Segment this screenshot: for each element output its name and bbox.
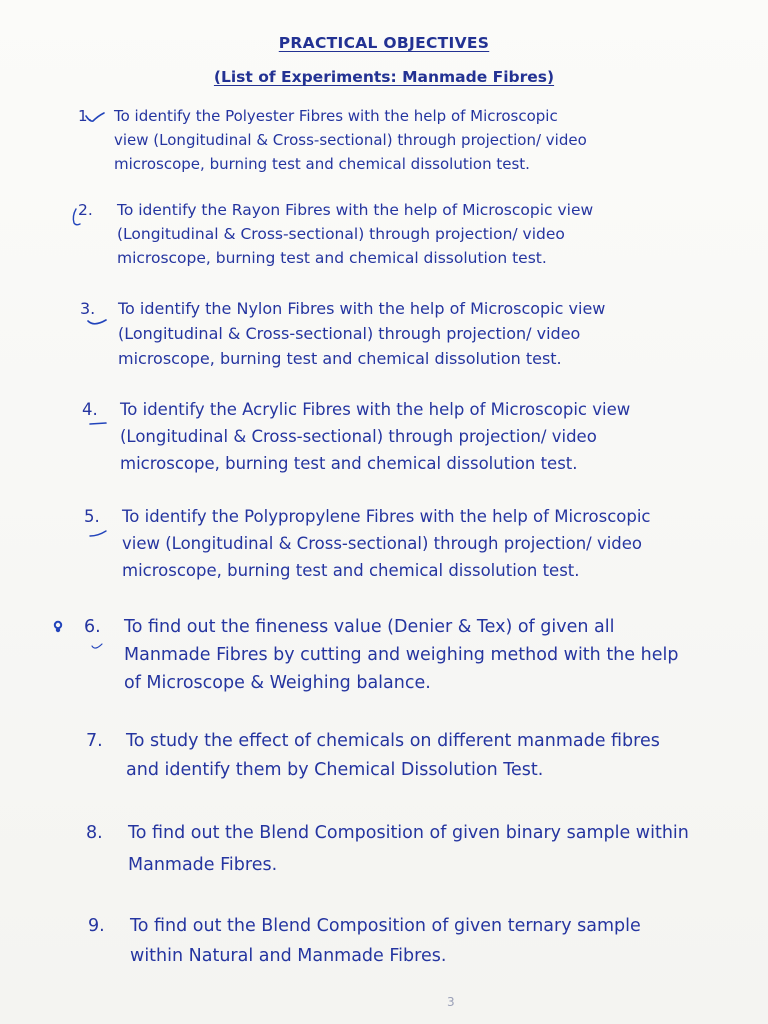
page-title: PRACTICAL OBJECTIVES [278, 34, 490, 52]
item-line: microscope, burning test and chemical dissolution test. [114, 155, 530, 173]
item-number: 6. [84, 617, 101, 637]
item-line: Manmade Fibres. [128, 855, 278, 875]
item-line: (Longitudinal & Cross-sectional) through projection/ video [117, 225, 565, 243]
check-mark-icon [88, 528, 110, 540]
item-line: To identify the Rayon Fibres with the help of Microscopic view [117, 201, 594, 219]
check-mark-icon [84, 110, 106, 124]
item-line: Manmade Fibres by cutting and weighing method with the help [124, 645, 679, 665]
item-line: To identify the Nylon Fibres with the help of Microscopic view [118, 299, 606, 318]
item-number: 1. [78, 107, 93, 125]
item-line: To identify the Polyester Fibres with the help of Microscopic [114, 107, 558, 125]
item-line: microscope, burning test and chemical dissolution test. [117, 249, 547, 267]
check-mark-icon [70, 206, 88, 228]
item-line: view (Longitudinal & Cross-sectional) through projection/ video [114, 131, 587, 149]
page-subtitle: (List of Experiments: Manmade Fibres) [213, 68, 555, 86]
item-number: 4. [82, 400, 98, 419]
item-line: microscope, burning test and chemical dissolution test. [120, 454, 578, 473]
check-mark-icon [88, 418, 110, 428]
page-number: 3 [447, 995, 455, 1009]
item-line: To identify the Polypropylene Fibres with the help of Microscopic [122, 507, 651, 526]
item-number: 5. [84, 507, 100, 526]
item-line: To find out the Blend Composition of given ternary sample [130, 916, 641, 936]
item-line: (Longitudinal & Cross-sectional) through projection/ video [118, 324, 581, 343]
item-line: microscope, burning test and chemical dissolution test. [122, 561, 580, 580]
item-line: of Microscope & Weighing balance. [124, 673, 431, 693]
item-number: 3. [80, 299, 96, 318]
item-line: To find out the fineness value (Denier & Tex) of given all [124, 617, 615, 637]
item-line: view (Longitudinal & Cross-sectional) through projection/ video [122, 534, 643, 553]
pen-mark-icon [52, 620, 64, 634]
item-number: 8. [86, 823, 103, 843]
item-line: within Natural and Manmade Fibres. [130, 946, 447, 966]
item-number: 7. [86, 731, 103, 751]
item-line: microscope, burning test and chemical dissolution test. [118, 349, 562, 368]
check-mark-icon [90, 642, 104, 652]
item-line: (Longitudinal & Cross-sectional) through projection/ video [120, 427, 597, 446]
item-line: To study the effect of chemicals on different manmade fibres [126, 731, 660, 751]
item-line: and identify them by Chemical Dissolution Test. [126, 760, 544, 780]
check-mark-icon [86, 318, 108, 328]
item-number: 2. [78, 201, 93, 219]
item-line: To find out the Blend Composition of given binary sample within [128, 823, 689, 843]
item-line: To identify the Acrylic Fibres with the help of Microscopic view [120, 400, 631, 419]
item-number: 9. [88, 916, 105, 936]
